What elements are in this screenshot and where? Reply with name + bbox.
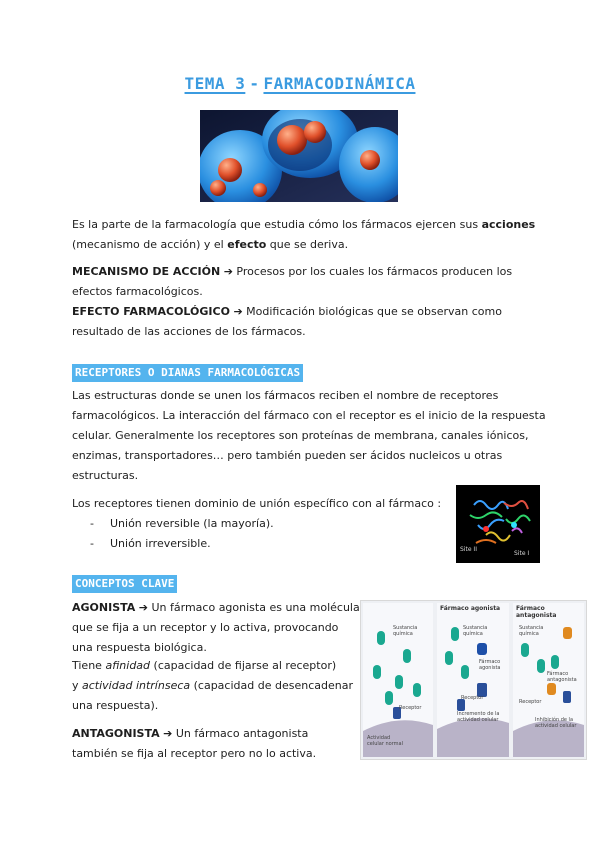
label-receptor-2: Receptor — [461, 695, 484, 701]
mecanismo-line-1: MECANISMO DE ACCIÓN ➔ Procesos por los cuales los fármacos producen los — [72, 265, 513, 278]
label-receptor-3: Receptor — [519, 699, 542, 705]
receptores-line-4: enzimas, transportadores… pero también pueden ser ácidos nucleicos u otras — [72, 449, 503, 462]
efecto-bold: efecto — [227, 238, 267, 251]
section-heading-receptores: RECEPTORES O DIANAS FARMACOLÓGICAS — [72, 364, 303, 382]
label-incremento: Incremento de la actividad celular — [457, 711, 500, 723]
cells-illustration — [200, 110, 398, 202]
arrow-icon: ➔ — [233, 305, 243, 318]
title-part1: TEMA 3 — [184, 74, 246, 93]
title-separator: - — [249, 74, 260, 93]
union-intro: Los receptores tienen dominio de unión específico con al fármaco : — [72, 497, 442, 510]
intro-line-2: (mecanismo de acción) y el efecto que se deriva. — [72, 238, 349, 251]
mecanismo-line-2: efectos farmacológicos. — [72, 285, 203, 298]
page-title — [0, 74, 600, 93]
agonista-line-1: AGONISTA ➔ Un fármaco agonista es una molécula — [72, 601, 360, 614]
label-sustancia-2: Sustancia química — [463, 625, 488, 637]
arrow-icon: ➔ — [223, 265, 233, 278]
agonista-line-5: y actividad intrínseca (capacidad de desencadenar — [72, 679, 353, 692]
acciones-bold: acciones — [481, 218, 536, 231]
agonista-line-3: una respuesta biológica. — [72, 641, 207, 654]
list-item: - Unión reversible (la mayoría). — [90, 517, 274, 530]
intro-line-1: Es la parte de la farmacología que estudia cómo los fármacos ejercen sus acciones — [72, 218, 536, 231]
diagram-panel-antagonista — [513, 603, 584, 757]
site-i-label: Site I — [514, 550, 530, 557]
mecanismo-term: MECANISMO DE ACCIÓN — [72, 265, 221, 278]
panel-title-agonista: Fármaco agonista — [440, 605, 501, 612]
label-inhibicion: Inhibición de la actividad celular — [535, 717, 577, 729]
agonista-line-2: que se fija a un receptor y lo activa, provocando — [72, 621, 339, 634]
efecto-line-2: resultado de las acciones de los fármacos. — [72, 325, 306, 338]
efecto-line-1: EFECTO FARMACOLÓGICO ➔ Modificación biológicas que se observan como — [72, 305, 502, 318]
receptores-line-3: celular. Generalmente los receptores son proteínas de membrana, canales iónicos, — [72, 429, 529, 442]
receptores-line-5: estructuras. — [72, 469, 139, 482]
agonist-antagonist-diagram — [360, 600, 587, 760]
afinidad-italic: afinidad — [105, 659, 151, 672]
antagonista-term: ANTAGONISTA — [72, 727, 160, 740]
label-sustancia-3: Sustancia química — [519, 625, 544, 637]
arrow-icon: ➔ — [138, 601, 148, 614]
list-item: - Unión irreversible. — [90, 537, 211, 550]
agonista-line-6: una respuesta). — [72, 699, 159, 712]
agonista-line-4: Tiene afinidad (capacidad de fijarse al receptor) — [72, 659, 337, 672]
section-heading-conceptos: CONCEPTOS CLAVE — [72, 575, 177, 593]
label-actividad-1: Actividad celular normal — [367, 735, 404, 747]
receptores-line-1: Las estructuras donde se unen los fármacos reciben el nombre de receptores — [72, 389, 499, 402]
receptores-line-2: farmacológicos. La interacción del fármaco con el receptor es el inicio de la respuesta — [72, 409, 546, 422]
efecto-term: EFECTO FARMACOLÓGICO — [72, 305, 230, 318]
agonista-term: AGONISTA — [72, 601, 136, 614]
label-receptor-1: Receptor — [399, 705, 422, 711]
diagram-panel-agonista — [437, 603, 509, 757]
site-ii-label: Site II — [460, 546, 477, 553]
antagonista-line-2: también se fija al receptor pero no lo activa. — [72, 747, 317, 760]
actividad-intrinseca-italic: actividad intrínseca — [82, 679, 191, 692]
label-farmaco-agonista: Fármaco agonista — [479, 659, 501, 671]
antagonista-line-1: ANTAGONISTA ➔ Un fármaco antagonista — [72, 727, 309, 740]
protein-structure-image — [456, 485, 540, 563]
arrow-icon: ➔ — [163, 727, 173, 740]
title-part2: FARMACODINÁMICA — [263, 74, 416, 93]
diagram-panel-normal — [363, 603, 433, 757]
label-farmaco-antagonista: Fármaco antagonista — [547, 671, 577, 683]
panel-title-antagonista: Fármaco antagonista — [516, 605, 557, 619]
label-sustancia-1: Sustancia química — [393, 625, 418, 637]
